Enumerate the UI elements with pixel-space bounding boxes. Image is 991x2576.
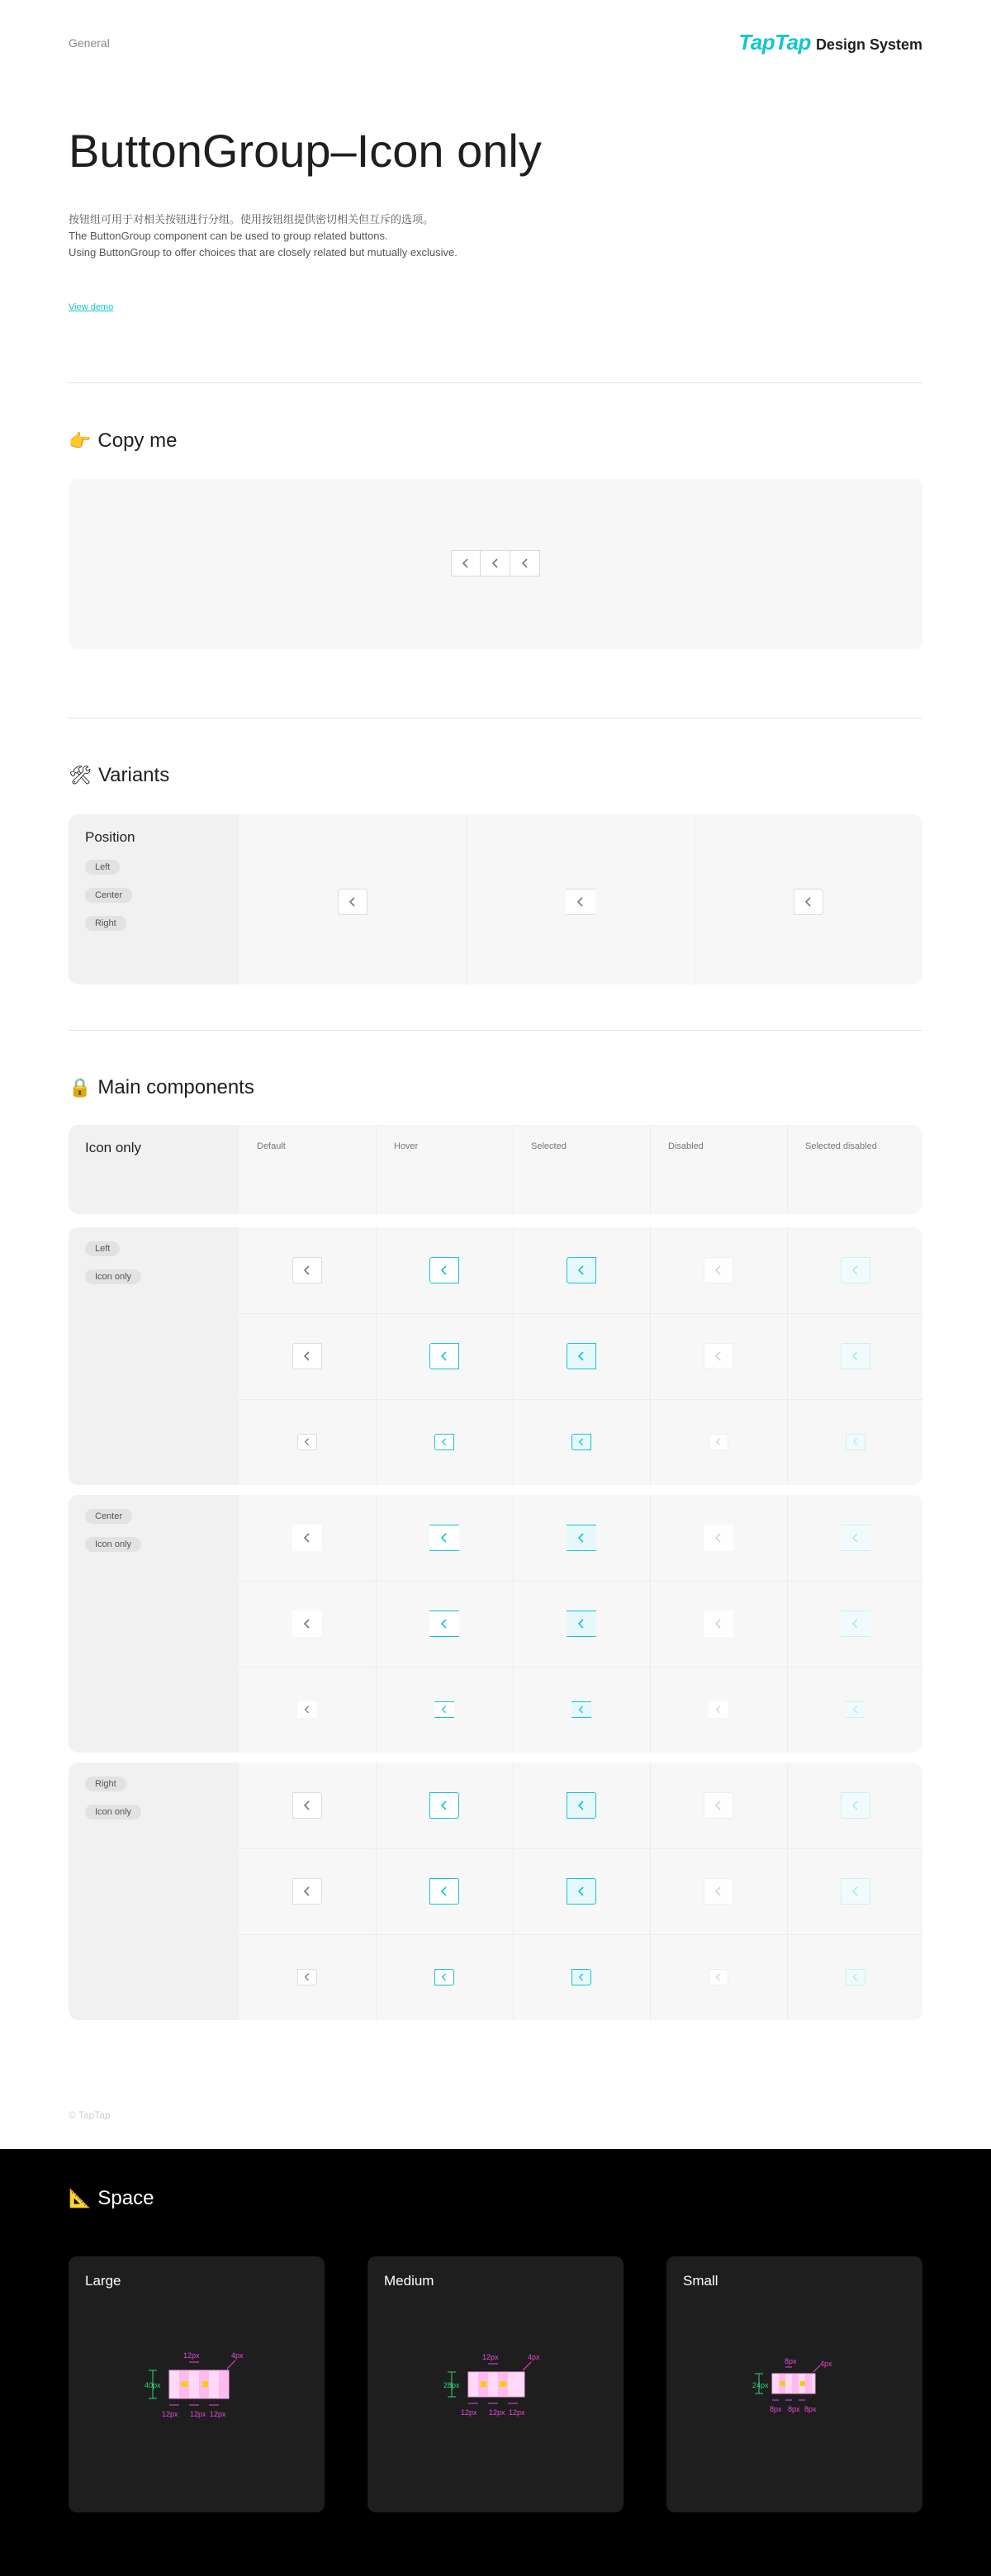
description-cn: 按钮组可用于对相关按钮进行分组。使用按钮组提供密切相关但互斥的选项。	[69, 213, 434, 225]
chevron-left-icon	[304, 1973, 311, 1981]
button-left-hover[interactable]	[429, 1343, 459, 1369]
column-disabled: Disabled	[668, 1141, 704, 1151]
section-title: Main components	[97, 1076, 254, 1098]
chevron-left-icon	[303, 1533, 311, 1543]
button-left-selected-disabled	[841, 1257, 870, 1283]
space-bottom-3: 8px	[804, 2405, 817, 2413]
space-top: 12px	[183, 2351, 200, 2360]
button-left-disabled	[709, 1434, 728, 1450]
column-selected-disabled: Selected disabled	[805, 1141, 877, 1151]
divider	[376, 1495, 377, 1753]
chevron-left-icon	[440, 1800, 448, 1810]
button-right-hover[interactable]	[429, 1792, 459, 1819]
chevron-left-icon	[714, 1351, 723, 1361]
chevron-left-icon	[303, 1800, 311, 1810]
button-left-disabled	[704, 1257, 733, 1283]
divider	[376, 1227, 377, 1485]
group-properties	[69, 1227, 239, 1485]
position-label: Position	[85, 829, 135, 845]
button-left-default[interactable]	[292, 1257, 322, 1283]
position-option-left[interactable]: Left	[85, 860, 120, 875]
column-default: Default	[257, 1141, 286, 1151]
button-right-disabled	[709, 1969, 728, 1985]
button-right-selected[interactable]	[571, 1969, 591, 1985]
space-bottom-3: 12px	[509, 2408, 525, 2417]
space-top: 8px	[785, 2357, 797, 2365]
button-right-disabled	[704, 1792, 733, 1819]
divider	[650, 1227, 651, 1485]
chevron-left-icon	[852, 1705, 859, 1714]
main-header-label-col	[69, 1125, 239, 1214]
button-left-selected-disabled	[841, 1343, 870, 1369]
group-button-center[interactable]	[481, 550, 510, 576]
space-section	[0, 2149, 991, 2576]
space-height: 24px	[752, 2381, 769, 2389]
chevron-left-icon	[852, 1973, 859, 1981]
copy-me-panel	[69, 479, 922, 649]
button-right-selected[interactable]	[567, 1792, 596, 1819]
space-corner: 4px	[231, 2351, 244, 2360]
space-height: 40px	[145, 2381, 161, 2389]
chevron-left-icon	[577, 1533, 586, 1543]
button-center-default[interactable]	[297, 1701, 317, 1718]
space-card-title: Medium	[384, 2273, 434, 2289]
chevron-left-icon	[349, 897, 357, 907]
description-en-1: The ButtonGroup component can be used to group related buttons.	[69, 230, 388, 242]
position-tag: Right	[85, 1777, 126, 1791]
chevron-left-icon	[440, 1886, 448, 1896]
divider	[239, 1581, 922, 1582]
button-right-selected-disabled	[841, 1792, 870, 1819]
lock-icon: 🔒	[69, 1077, 92, 1098]
type-tag: Icon only	[85, 1269, 141, 1284]
divider	[787, 1495, 788, 1753]
button-center-disabled	[709, 1701, 728, 1718]
section-title: Variants	[97, 764, 170, 786]
space-bottom-1: 12px	[162, 2410, 178, 2418]
chevron-left-icon	[714, 1533, 723, 1543]
divider	[650, 1125, 651, 1214]
chevron-left-icon	[851, 1351, 860, 1361]
section-title: Space	[97, 2187, 154, 2209]
page-title: ButtonGroup–Icon only	[69, 125, 542, 177]
chevron-left-icon	[577, 1619, 586, 1629]
column-hover: Hover	[394, 1141, 419, 1151]
button-right-selected-disabled	[841, 1878, 870, 1905]
chevron-left-icon	[715, 1705, 722, 1714]
button-left-selected[interactable]	[571, 1434, 591, 1450]
brand[interactable]	[738, 30, 922, 55]
divider	[787, 1227, 788, 1485]
button-center-selected[interactable]	[567, 1611, 596, 1637]
button-center-hover[interactable]	[429, 1611, 459, 1637]
variant-left-button[interactable]	[338, 889, 367, 915]
variants-properties	[69, 814, 239, 984]
chevron-left-icon	[303, 1351, 311, 1361]
space-card-title: Small	[683, 2273, 718, 2289]
group-button-right[interactable]	[510, 550, 540, 576]
position-option-center[interactable]: Center	[85, 888, 132, 903]
column-selected: Selected	[531, 1141, 567, 1151]
chevron-left-icon	[851, 1265, 860, 1275]
space-top: 12px	[482, 2353, 499, 2361]
button-center-default[interactable]	[292, 1611, 322, 1637]
divider	[513, 1495, 514, 1753]
chevron-left-icon	[521, 558, 529, 568]
divider	[787, 1762, 788, 2020]
chevron-left-icon	[491, 558, 500, 568]
divider	[239, 1399, 922, 1400]
chevron-left-icon	[851, 1800, 860, 1810]
chevron-left-icon	[440, 1533, 448, 1543]
chevron-left-icon	[577, 1800, 586, 1810]
chevron-left-icon	[440, 1619, 448, 1629]
divider	[69, 718, 922, 719]
chevron-left-icon	[578, 1705, 585, 1714]
section-copy-me	[69, 429, 177, 453]
button-right-default[interactable]	[292, 1792, 322, 1819]
chevron-left-icon	[714, 1265, 723, 1275]
chevron-left-icon	[303, 1619, 311, 1629]
footer-copyright: © TapTap	[69, 2109, 111, 2121]
button-center-default[interactable]	[292, 1525, 322, 1551]
button-left-hover[interactable]	[429, 1257, 459, 1283]
chevron-left-icon	[577, 1265, 586, 1275]
brand-suffix: Design System	[815, 36, 922, 53]
main-header-title: Icon only	[85, 1140, 142, 1155]
chevron-left-icon	[851, 1533, 860, 1543]
button-center-selected-disabled	[841, 1525, 870, 1551]
page-description	[69, 211, 465, 261]
group-button-left[interactable]	[451, 550, 481, 576]
chevron-left-icon	[304, 1705, 311, 1714]
divider	[513, 1762, 514, 2020]
group-properties	[69, 1495, 239, 1753]
divider	[239, 1313, 922, 1314]
space-bottom-2: 8px	[788, 2405, 800, 2413]
space-bottom-2: 12px	[190, 2410, 206, 2418]
section-title: Copy me	[97, 429, 178, 452]
view-demo-link[interactable]: View demo	[69, 302, 114, 312]
button-right-hover[interactable]	[429, 1878, 459, 1905]
variants-panel	[69, 814, 922, 984]
pointing-hand-icon: 👉	[69, 430, 92, 452]
chevron-left-icon	[303, 1265, 311, 1275]
chevron-left-icon	[851, 1886, 860, 1896]
chevron-left-icon	[440, 1265, 448, 1275]
button-center-selected-disabled	[841, 1611, 870, 1637]
position-tag: Center	[85, 1509, 132, 1524]
divider	[376, 1762, 377, 2020]
space-heading	[69, 2187, 154, 2210]
button-left-hover[interactable]	[434, 1434, 454, 1450]
divider	[69, 382, 922, 383]
button-right-selected[interactable]	[567, 1878, 596, 1905]
button-center-disabled	[704, 1611, 733, 1637]
chevron-left-icon	[714, 1619, 723, 1629]
hammer-wrench-icon: 🛠	[69, 765, 92, 786]
button-right-disabled	[704, 1878, 733, 1905]
chevron-left-icon	[576, 897, 585, 907]
divider	[513, 1227, 514, 1485]
main-group-left	[69, 1227, 922, 1485]
chevron-left-icon	[440, 1351, 448, 1361]
chevron-left-icon	[304, 1438, 311, 1446]
divider	[239, 1848, 922, 1849]
triangle-ruler-icon: 📐	[69, 2188, 92, 2209]
variant-right-button[interactable]	[794, 889, 823, 915]
button-right-selected-disabled	[846, 1969, 865, 1985]
breadcrumb[interactable]: General	[69, 36, 110, 50]
chevron-left-icon	[578, 1973, 585, 1981]
button-left-default[interactable]	[292, 1343, 322, 1369]
divider	[650, 1495, 651, 1753]
divider	[69, 1030, 922, 1031]
chevron-left-icon	[578, 1438, 585, 1446]
chevron-left-icon	[441, 1705, 448, 1714]
chevron-left-icon	[462, 558, 470, 568]
section-variants	[69, 764, 169, 787]
main-group-right	[69, 1762, 922, 2020]
chevron-left-icon	[441, 1438, 448, 1446]
button-center-selected[interactable]	[571, 1701, 591, 1718]
space-card-large	[69, 2256, 325, 2512]
divider	[239, 1934, 922, 1935]
position-tag: Left	[85, 1241, 120, 1256]
button-left-disabled	[704, 1343, 733, 1369]
divider	[787, 1125, 788, 1214]
space-card-title: Large	[85, 2273, 121, 2289]
chevron-left-icon	[715, 1973, 722, 1981]
button-group	[451, 550, 540, 576]
chevron-left-icon	[577, 1886, 586, 1896]
chevron-left-icon	[715, 1438, 722, 1446]
divider	[650, 1762, 651, 2020]
button-center-disabled	[704, 1525, 733, 1551]
button-center-hover[interactable]	[434, 1701, 454, 1718]
button-right-default[interactable]	[297, 1969, 317, 1985]
chevron-left-icon	[851, 1619, 860, 1629]
position-option-right[interactable]: Right	[85, 916, 126, 931]
space-bottom-1: 8px	[770, 2405, 782, 2413]
chevron-left-icon	[577, 1351, 586, 1361]
type-tag: Icon only	[85, 1805, 141, 1819]
space-corner: 4px	[528, 2353, 540, 2361]
button-center-selected-disabled	[846, 1701, 865, 1718]
description-en-2: Using ButtonGroup to offer choices that are closely related but mutually exclusive.	[69, 246, 458, 259]
space-card-small	[666, 2256, 922, 2512]
button-left-selected[interactable]	[567, 1343, 596, 1369]
space-bottom-3: 12px	[210, 2410, 226, 2418]
chevron-left-icon	[714, 1800, 723, 1810]
space-height: 28px	[443, 2381, 460, 2389]
chevron-left-icon	[303, 1886, 311, 1896]
variant-center-button[interactable]	[566, 889, 595, 915]
brand-logo: TapTap	[738, 30, 811, 55]
space-bottom-2: 12px	[489, 2408, 505, 2417]
button-right-default[interactable]	[292, 1878, 322, 1905]
space-card-medium	[367, 2256, 624, 2512]
button-left-selected[interactable]	[567, 1257, 596, 1283]
button-center-hover[interactable]	[429, 1525, 459, 1551]
space-corner: 4px	[820, 2360, 832, 2368]
divider	[239, 1667, 922, 1668]
button-left-default[interactable]	[297, 1434, 317, 1450]
group-properties	[69, 1762, 239, 2020]
chevron-left-icon	[714, 1886, 723, 1896]
section-main-components	[69, 1076, 254, 1099]
divider	[376, 1125, 377, 1214]
type-tag: Icon only	[85, 1537, 141, 1552]
main-header-panel	[69, 1125, 922, 1214]
button-center-selected[interactable]	[567, 1525, 596, 1551]
chevron-left-icon	[441, 1973, 448, 1981]
divider	[513, 1125, 514, 1214]
main-group-center	[69, 1495, 922, 1753]
button-right-hover[interactable]	[434, 1969, 454, 1985]
space-bottom-1: 12px	[461, 2408, 477, 2417]
chevron-left-icon	[804, 897, 813, 907]
button-left-selected-disabled	[846, 1434, 865, 1450]
chevron-left-icon	[852, 1438, 859, 1446]
